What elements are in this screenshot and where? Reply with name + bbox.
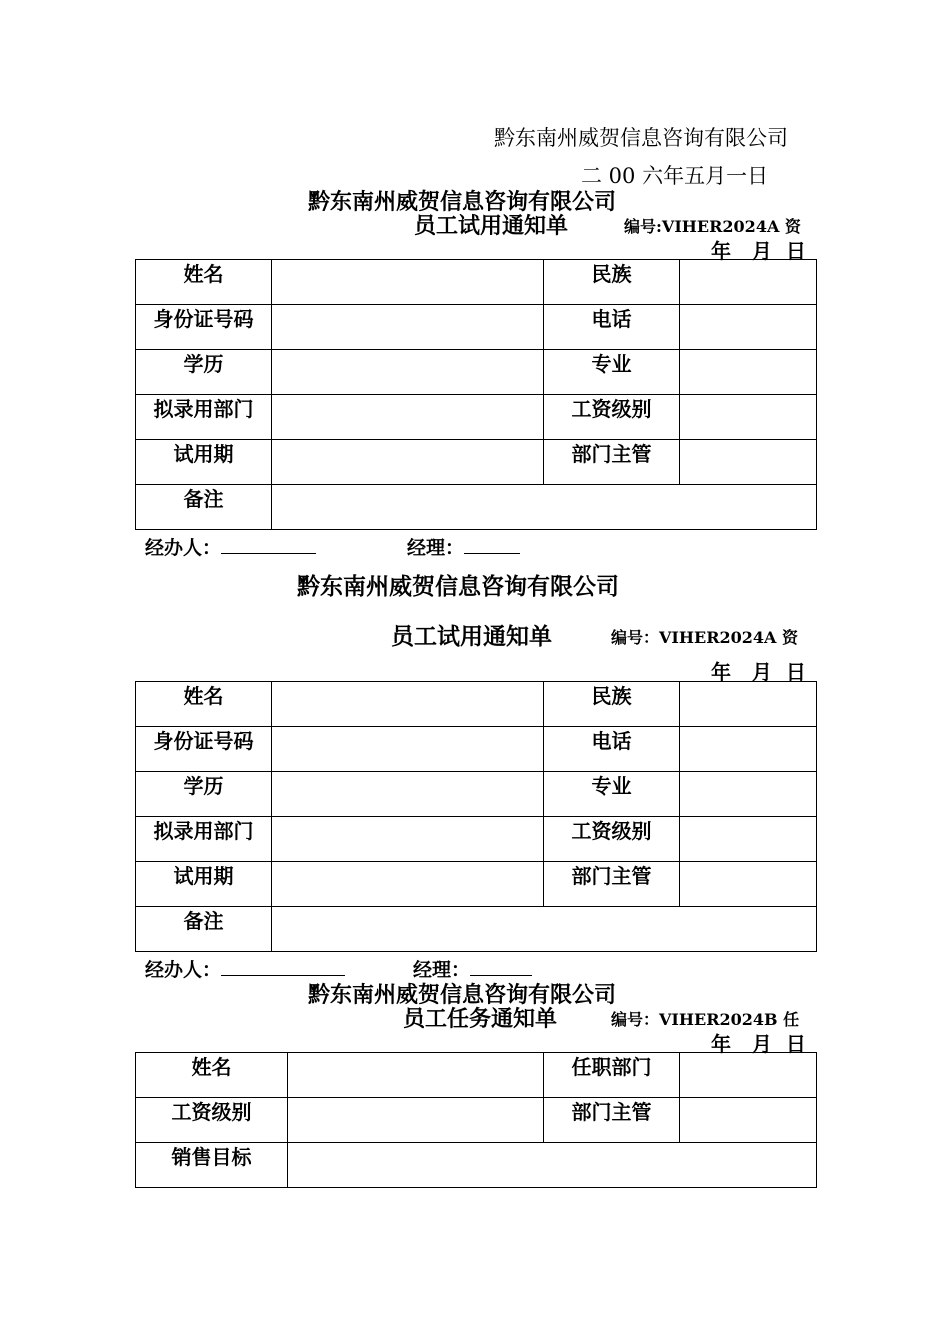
field-label-phone: 电话	[591, 729, 632, 753]
form1-subtitle: 员工试用通知单	[414, 213, 569, 239]
label-cell	[544, 395, 680, 440]
label-cell	[544, 772, 680, 817]
field-label-name: 姓名	[183, 684, 224, 708]
label-cell	[136, 350, 272, 395]
form3-date: 年 月 日	[711, 1032, 806, 1056]
form1-manager-line	[407, 533, 520, 560]
field-label-remark: 备注	[183, 487, 224, 511]
table-row	[136, 440, 817, 485]
form1-table	[135, 259, 817, 530]
field-label-major: 专业	[591, 352, 632, 376]
field-label-salary-grade: 工资级别	[171, 1100, 252, 1124]
label-cell	[136, 862, 272, 907]
form2-code: 编号：VIHER2024A 资	[611, 628, 799, 647]
table-row	[136, 1053, 817, 1098]
field-label-supervisor: 部门主管	[571, 864, 652, 888]
phone-input-cell[interactable]	[680, 727, 817, 772]
label-cell	[544, 350, 680, 395]
label-cell	[136, 485, 272, 530]
label-cell	[136, 727, 272, 772]
form1-company-title: 黔东南州威贺信息咨询有限公司	[308, 189, 617, 215]
field-label-ethnicity: 民族	[591, 684, 632, 708]
remark-input-cell[interactable]	[272, 907, 817, 952]
name-input-cell[interactable]	[272, 682, 544, 727]
field-label-remark: 备注	[183, 909, 224, 933]
name-input-cell[interactable]	[288, 1053, 544, 1098]
label-cell	[544, 727, 680, 772]
field-label-probation: 试用期	[173, 864, 234, 888]
label-cell	[544, 817, 680, 862]
header-date: 二 00 六年五月一日	[581, 164, 769, 188]
form3-subtitle: 员工任务通知单	[403, 1006, 558, 1032]
label-cell	[136, 395, 272, 440]
form2-table	[135, 681, 817, 952]
table-row	[136, 1098, 817, 1143]
field-label-sales-target: 销售目标	[171, 1145, 252, 1169]
label-cell	[136, 260, 272, 305]
manager-label: 经理：	[407, 537, 465, 559]
salary-grade-input-cell[interactable]	[680, 395, 817, 440]
field-label-phone: 电话	[591, 307, 632, 331]
handler-label: 经办人：	[145, 537, 222, 559]
ethnicity-input-cell[interactable]	[680, 682, 817, 727]
header-company: 黔东南州威贺信息咨询有限公司	[494, 126, 788, 150]
manager-blank[interactable]	[464, 535, 520, 554]
table-row	[136, 260, 817, 305]
label-cell	[544, 305, 680, 350]
label-cell	[544, 862, 680, 907]
field-label-supervisor: 部门主管	[571, 1100, 652, 1124]
label-cell	[544, 1098, 680, 1143]
table-row	[136, 305, 817, 350]
remark-input-cell[interactable]	[272, 485, 817, 530]
supervisor-input-cell[interactable]	[680, 440, 817, 485]
form3-table	[135, 1052, 817, 1188]
field-label-probation: 试用期	[173, 442, 234, 466]
label-cell	[136, 440, 272, 485]
assigned-department-input-cell[interactable]	[680, 1053, 817, 1098]
manager-blank[interactable]	[470, 957, 532, 976]
name-input-cell[interactable]	[272, 260, 544, 305]
form3-company-title: 黔东南州威贺信息咨询有限公司	[308, 982, 617, 1008]
handler-blank[interactable]	[221, 535, 316, 554]
id-number-input-cell[interactable]	[272, 727, 544, 772]
label-cell	[544, 440, 680, 485]
form1-code: 编号:VIHER2024A 资	[624, 217, 801, 236]
education-input-cell[interactable]	[272, 772, 544, 817]
label-cell	[136, 817, 272, 862]
field-label-assigned-department: 任职部门	[571, 1055, 652, 1079]
field-label-department: 拟录用部门	[153, 397, 254, 421]
field-label-id-number: 身份证号码	[153, 729, 254, 753]
field-label-department: 拟录用部门	[153, 819, 254, 843]
label-cell	[136, 682, 272, 727]
supervisor-input-cell[interactable]	[680, 1098, 817, 1143]
table-row	[136, 682, 817, 727]
field-label-supervisor: 部门主管	[571, 442, 652, 466]
form1-signature-line	[145, 533, 316, 560]
form2-date: 年 月 日	[711, 660, 806, 684]
label-cell	[136, 305, 272, 350]
form1-date: 年 月 日	[711, 239, 806, 263]
form3-code: 编号：VIHER2024B 任	[611, 1010, 800, 1029]
label-cell	[136, 1053, 288, 1098]
id-number-input-cell[interactable]	[272, 305, 544, 350]
manager-label: 经理：	[413, 959, 471, 981]
label-cell	[136, 772, 272, 817]
table-row	[136, 727, 817, 772]
table-row	[136, 907, 817, 952]
supervisor-input-cell[interactable]	[680, 862, 817, 907]
table-row	[136, 817, 817, 862]
label-cell	[136, 1143, 288, 1188]
field-label-name: 姓名	[183, 262, 224, 286]
field-label-education: 学历	[183, 352, 224, 376]
table-row	[136, 1143, 817, 1188]
table-row	[136, 772, 817, 817]
handler-blank[interactable]	[221, 957, 345, 976]
salary-grade-input-cell[interactable]	[680, 817, 817, 862]
handler-label: 经办人：	[145, 959, 222, 981]
table-row	[136, 485, 817, 530]
field-label-ethnicity: 民族	[591, 262, 632, 286]
label-cell	[544, 1053, 680, 1098]
label-cell	[136, 1098, 288, 1143]
sales-target-input-cell[interactable]	[288, 1143, 817, 1188]
field-label-name: 姓名	[191, 1055, 232, 1079]
field-label-major: 专业	[591, 774, 632, 798]
label-cell	[544, 260, 680, 305]
field-label-salary-grade: 工资级别	[571, 819, 652, 843]
label-cell	[136, 907, 272, 952]
probation-input-cell[interactable]	[272, 440, 544, 485]
major-input-cell[interactable]	[680, 350, 817, 395]
ethnicity-input-cell[interactable]	[680, 260, 817, 305]
field-label-id-number: 身份证号码	[153, 307, 254, 331]
field-label-salary-grade: 工资级别	[571, 397, 652, 421]
major-input-cell[interactable]	[680, 772, 817, 817]
table-row	[136, 395, 817, 440]
table-row	[136, 350, 817, 395]
education-input-cell[interactable]	[272, 350, 544, 395]
phone-input-cell[interactable]	[680, 305, 817, 350]
form2-company-title: 黔东南州威贺信息咨询有限公司	[297, 573, 619, 600]
label-cell	[544, 682, 680, 727]
department-input-cell[interactable]	[272, 817, 544, 862]
table-row	[136, 862, 817, 907]
salary-grade-input-cell[interactable]	[288, 1098, 544, 1143]
probation-input-cell[interactable]	[272, 862, 544, 907]
field-label-education: 学历	[183, 774, 224, 798]
department-input-cell[interactable]	[272, 395, 544, 440]
form2-subtitle: 员工试用通知单	[391, 623, 552, 650]
